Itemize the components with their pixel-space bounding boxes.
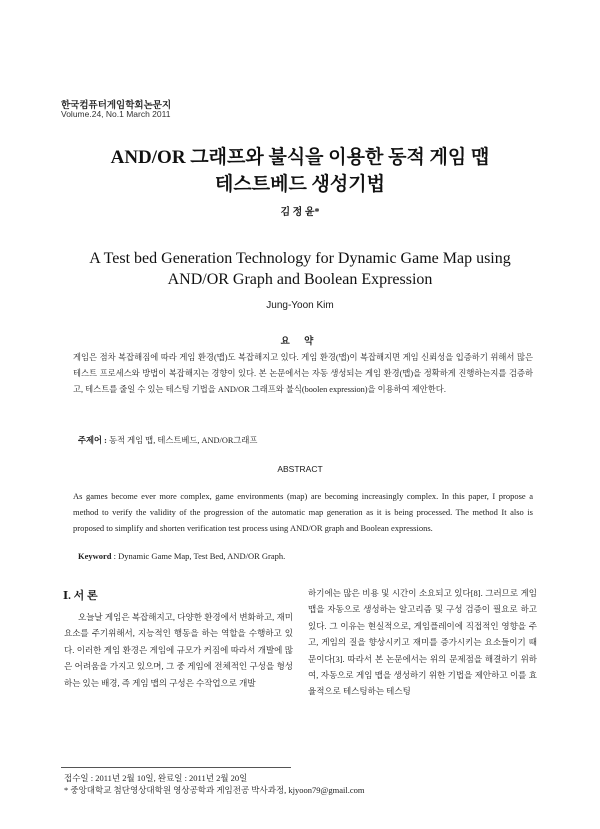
footnote-divider: [61, 767, 291, 768]
paper-title-english: [0, 248, 600, 290]
body-paragraph: 하기에는 많은 비용 및 시간이 소요되고 있다[8]. 그러므로 게임 맵을 자동으로 생성하는 알고리즘 및 구성 검증이 필요로 하고 있다. 그 이유는 현실적으로, 게임플레이에 직접적인 영향을 주고, 게임의 질을 향상시키고 재미를 증가시키는 요소들이기 때문이다[3]. 따라서 본 논문에서는 위의 문제점을 해결하기 위하여, 자동으로 게임 맵을 생성하기 위한 기법을 제안하고 이를 효율적으로 테스팅하는 테스팅: [308, 588, 537, 697]
author-korean: 김 정 윤*: [280, 207, 320, 218]
keywords-korean-label: 주제어 :: [78, 436, 107, 445]
author-english: Jung-Yoon Kim: [266, 300, 334, 311]
body-column-left: [64, 609, 293, 691]
keywords-korean-text: 동적 게임 맵, 테스트베드, AND/OR그래프: [106, 436, 258, 445]
keywords-english: [78, 551, 285, 561]
keywords-english-label: Keyword: [78, 551, 112, 561]
section-heading-introduction: Ⅰ. 서 론: [63, 590, 98, 602]
journal-volume: Volume.24, No.1 March 2011: [61, 109, 171, 119]
body-column-right: [308, 585, 537, 700]
keywords-english-text: : Dynamic Game Map, Test Bed, AND/OR Graph.: [111, 551, 286, 561]
title-ko-line-2: 테스트베드 생성기법: [215, 174, 385, 195]
paper-title-korean: [0, 144, 600, 198]
abstract-korean-heading: 요 약: [280, 337, 320, 347]
title-en-line-2: AND/OR Graph and Boolean Expression: [167, 271, 433, 288]
title-en-line-1: A Test bed Generation Technology for Dynamic Game Map using: [89, 250, 511, 267]
abstract-english-text: As games become ever more complex, game environments (map) are becoming increasingly complex. In this paper, I propose a method to verify the validity of the progression of the automatic map generation as it is being processed. The method It also is proposed to simplify and shorten verification test process using AND/OR graph and Boolean expressions.: [73, 491, 533, 534]
journal-name: 한국컴퓨터게임학회논문지: [61, 100, 172, 111]
body-paragraph: 오늘날 게임은 복잡해지고, 다양한 환경에서 변화하고, 재미요소를 주기위해서, 지능적인 행동을 하는 역할을 수행하고 있다. 이러한 게임 환경은 게임에 규모가 커짐에 따라서 개발에 많은 어려움을 가지고 있으며, 그 중 게임에 전체적인 구성을 형성하는 있는 배경, 즉 게임 맵의 구성은 수작업으로 개발: [64, 612, 293, 688]
footnote-author-affiliation: * 중앙대학교 첨단영상대학원 영상공학과 게임전공 박사과정, kjyoon79@gmail.com: [64, 785, 365, 795]
footnote-received-date: 접수일 : 2011년 2월 10일, 완료일 : 2011년 2월 20일: [64, 773, 248, 783]
keywords-korean: [78, 434, 257, 446]
abstract-korean-text: 게임은 점차 복잡해짐에 따라 게임 환경(맵)도 복잡해지고 있다. 게임 환경(맵)이 복잡해지면 게임 신뢰성을 입증하기 위해서 많은 테스트 프로세스와 방법이 복잡해지는 경향이 있다. 본 논문에서는 자동 생성되는 게임 환경(맵)을 정확하게 진행하는지를 검증하고, 테스트를 줄일 수 있는 테스팅 기법을 AND/OR 그래프와 불식(boolen expression)을 이용하여 제안한다.: [73, 353, 533, 395]
abstract-english-heading: ABSTRACT: [277, 464, 323, 474]
title-ko-line-1: AND/OR 그래프와 불식을 이용한 동적 게임 맵: [110, 147, 490, 168]
